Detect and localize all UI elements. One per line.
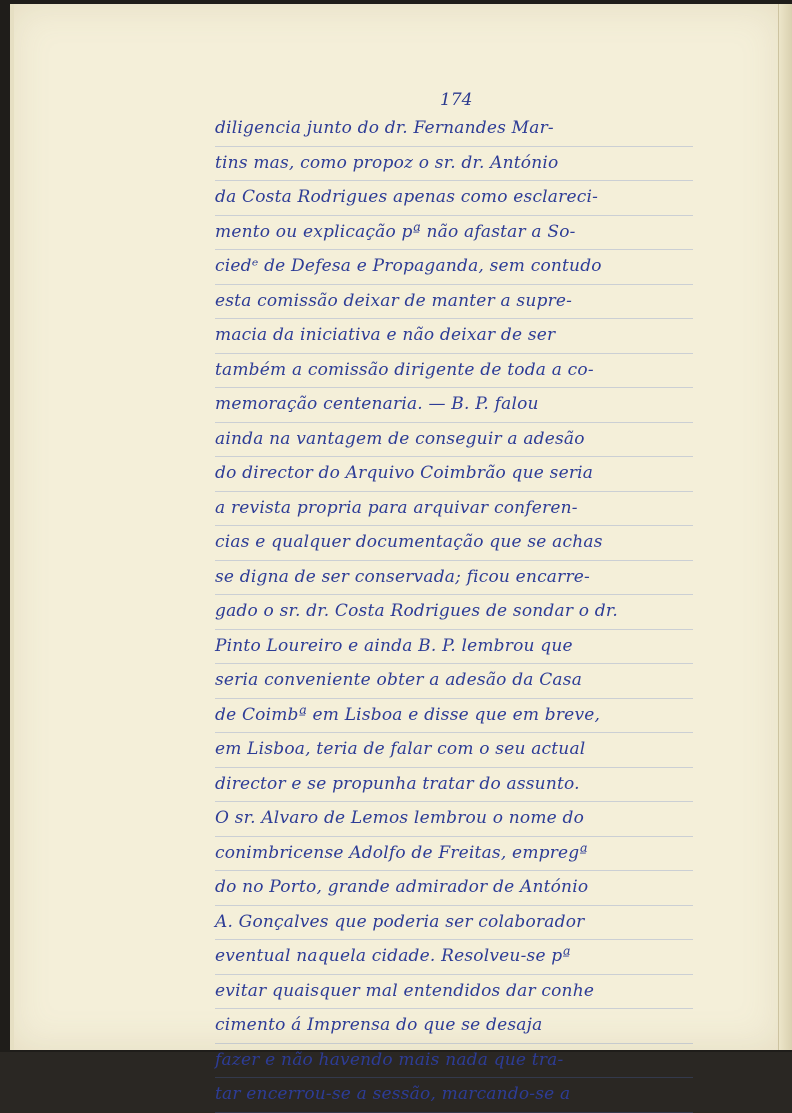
page-number: 174 [440,90,473,110]
text-line: tar encerrou-se a sessão, marcando-se a [215,1078,693,1113]
text-line: conimbricense Adolfo de Freitas, empregª [215,837,693,872]
text-line: cias e qualquer documentação que se achas [215,526,693,561]
text-line: esta comissão deixar de manter a supre- [215,285,693,320]
text-line: Pinto Loureiro e ainda B. P. lembrou que [215,630,693,665]
page-right-edge [778,4,792,1050]
text-line: seria conveniente obter a adesão da Casa [215,664,693,699]
text-line: gado o sr. dr. Costa Rodrigues de sondar o dr. [215,595,693,630]
text-line: mento ou explicação pª não afastar a So- [215,216,693,251]
text-line: macia da iniciativa e não deixar de ser [215,319,693,354]
text-line: ainda na vantagem de conseguir a adesão [215,423,693,458]
text-line: se digna de ser conservada; ficou encarre- [215,561,693,596]
text-line: evitar quaisquer mal entendidos dar conhe [215,975,693,1010]
text-line: tins mas, como propoz o sr. dr. António [215,147,693,182]
text-line: cimento á Imprensa do que se desaja [215,1009,693,1044]
manuscript-page [10,4,782,1104]
text-line: A. Gonçalves que poderia ser colaborador [215,906,693,941]
page-left-edge [10,4,14,1050]
text-line: ciedᵉ de Defesa e Propaganda, sem contudo [215,250,693,285]
text-line: do director do Arquivo Coimbrão que seria [215,457,693,492]
text-line: O sr. Alvaro de Lemos lembrou o nome do [215,802,693,837]
text-line: memoração centenaria. — B. P. falou [215,388,693,423]
text-line: diligencia junto do dr. Fernandes Mar- [215,112,693,147]
text-line: de Coimbª em Lisboa e disse que em breve, [215,699,693,734]
text-line: eventual naquela cidade. Resolveu-se pª [215,940,693,975]
text-line: director e se propunha tratar do assunto. [215,768,693,803]
text-line: em Lisboa, teria de falar com o seu actual [215,733,693,768]
text-line: a revista propria para arquivar conferen- [215,492,693,527]
text-line: também a comissão dirigente de toda a co- [215,354,693,389]
text-line: da Costa Rodrigues apenas como esclareci- [215,181,693,216]
text-line: do no Porto, grande admirador de António [215,871,693,906]
handwritten-text-block [215,112,693,1113]
text-line: fazer e não havendo mais nada que tra- [215,1044,693,1079]
